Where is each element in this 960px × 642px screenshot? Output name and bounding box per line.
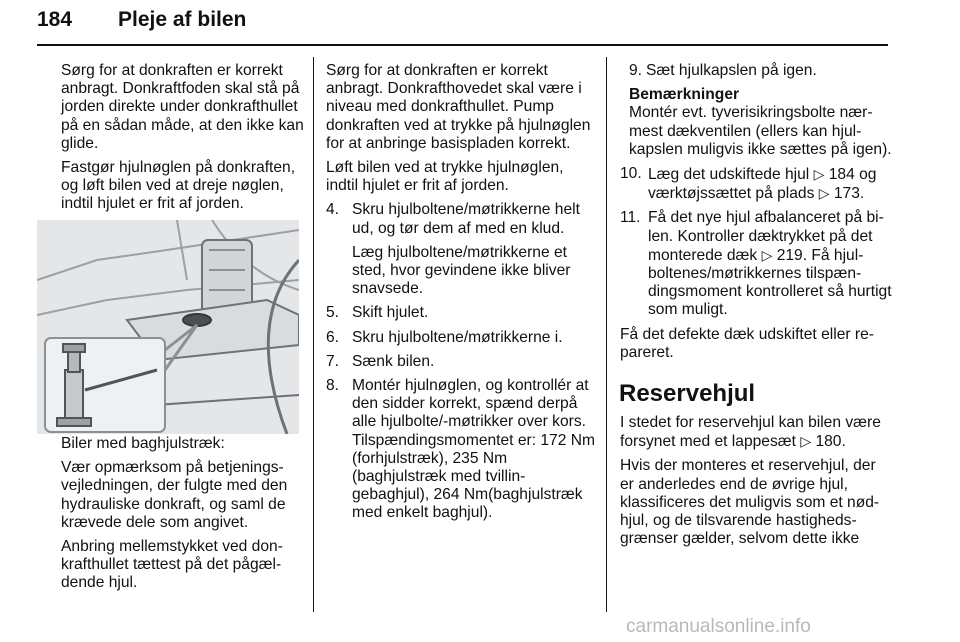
watermark: carmanualsonline.info	[626, 616, 811, 637]
list-number: 5.	[326, 304, 340, 322]
paragraph: Sørg for at donkraften er korrekt anbragt. Donkrafthovedet skal være i niveau med donkrafthullet. Pump donkraften ved at trykke på hjulnøglen for at anbringe basispladen korrekt.	[326, 62, 591, 152]
paragraph: Fastgør hjulnøglen på donkraften, og løft bilen ved at dreje nøglen, indtil hjulet er frit af jorden.	[61, 159, 296, 213]
page-reference[interactable]: 219.	[776, 246, 808, 264]
list-text: Sæt hjulkapslen på igen.	[646, 62, 817, 79]
list-text: Sænk bilen.	[352, 352, 435, 370]
list-item	[326, 304, 596, 322]
paragraph: Løft bilen ved at trykke hjulnøglen, indtil hjulet er frit af jorden.	[326, 159, 564, 195]
list-number: 11.	[620, 209, 641, 227]
arrow-right-icon: ▷	[761, 246, 773, 263]
column-3	[620, 62, 892, 554]
list-text: Få hjulboltenes/møtrikkernes tilspændingsmoment kontrolleret så hurtigt som muligt.	[648, 246, 892, 319]
list-item	[326, 201, 596, 237]
note-text: Montér evt. tyverisikringsbolte nærmest dækventilen (ellers kan hjulkapslen muligvis ikke sættes på igen).	[629, 104, 892, 158]
page-number: 184	[37, 8, 73, 31]
paragraph-text: I stedet for reservehjul kan bilen være forsynet med et lappesæt	[620, 414, 881, 451]
list-text: Læg det udskiftede hjul	[648, 166, 810, 184]
jack-illustration	[37, 220, 299, 434]
list-item	[620, 165, 892, 203]
list-item	[326, 329, 596, 347]
arrow-right-icon: ▷	[800, 433, 812, 450]
paragraph: Få det defekte dæk udskiftet eller repareret.	[620, 325, 874, 361]
list-item	[620, 62, 892, 80]
page-header	[37, 4, 887, 44]
list-text: og værktøjssættet på plads	[648, 166, 877, 203]
list-text: Montér hjulnøglen, og kontrollér at den sidder korrekt, spænd derpå alle hjulbolte/-møtrikker over kors. Tilspændingsmomentet er: 172 Nm (forhjulstræk), 235 Nm (baghjulstræk med tvillingebaghjul), 264 Nm(baghjulstræk med enkelt baghjul).	[352, 377, 595, 522]
note-box	[620, 86, 892, 159]
list-number: 6.	[326, 328, 340, 346]
page-reference[interactable]: 184	[828, 166, 855, 184]
list-number: 9.	[629, 62, 643, 79]
list-text: Skift hjulet.	[352, 304, 429, 322]
arrow-right-icon: ▷	[813, 166, 825, 183]
column-divider-right	[606, 57, 607, 612]
paragraph: Hvis der monteres et reservehjul, der er anderledes end de øvrige hjul, klassificeres det muligvis som et nødhjul, og de tilsvarende hastighedsgrænser gælder, selvom dette ikke	[620, 457, 880, 548]
column-2	[326, 62, 596, 529]
column-1-lower	[61, 435, 307, 599]
list-number: 7.	[326, 352, 340, 370]
list-subparagraph: Læg hjulboltene/møtrikkerne et sted, hvor gevindene ikke bliver snavsede.	[352, 243, 571, 298]
paragraph	[620, 414, 892, 451]
column-1	[61, 62, 307, 220]
list-number: 10.	[620, 165, 642, 183]
section-heading: Reservehjul	[619, 380, 756, 408]
list-item	[620, 209, 892, 319]
jack-drawing	[37, 220, 299, 434]
paragraph: Sørg for at donkraften er korrekt anbragt. Donkraftfoden skal stå på jorden direkte under donkrafthullet på en sådan måde, at den ikke kan glide.	[61, 62, 304, 152]
list-text: Skru hjulboltene/møtrikkerne helt ud, og tør dem af med en klud.	[352, 201, 580, 237]
paragraph: Anbring mellemstykket ved donkrafthullet tættest på det pågældende hjul.	[61, 538, 283, 592]
arrow-right-icon: ▷	[818, 185, 830, 202]
list-text: Få det nye hjul afbalanceret på bilen. Kontroller dæktrykket på det monterede dæk	[648, 209, 884, 264]
list-item	[326, 377, 596, 523]
paragraph: Vær opmærksom på betjeningsvejledningen, der fulgte med den hydrauliske donkraft, og saml de krævede dele som angivet.	[61, 459, 288, 531]
column-divider-left	[313, 57, 314, 612]
list-text: Skru hjulboltene/møtrikkerne i.	[352, 328, 563, 346]
list-number: 4.	[326, 201, 340, 219]
page-reference[interactable]: 173.	[833, 185, 865, 203]
note-heading: Bemærkninger	[629, 86, 740, 104]
page-reference[interactable]: 180.	[815, 433, 846, 451]
page-title: Pleje af bilen	[118, 8, 247, 31]
header-rule	[37, 44, 888, 46]
list-item	[326, 353, 596, 371]
list-number: 8.	[326, 377, 340, 395]
paragraph: Biler med baghjulstræk:	[61, 435, 225, 452]
